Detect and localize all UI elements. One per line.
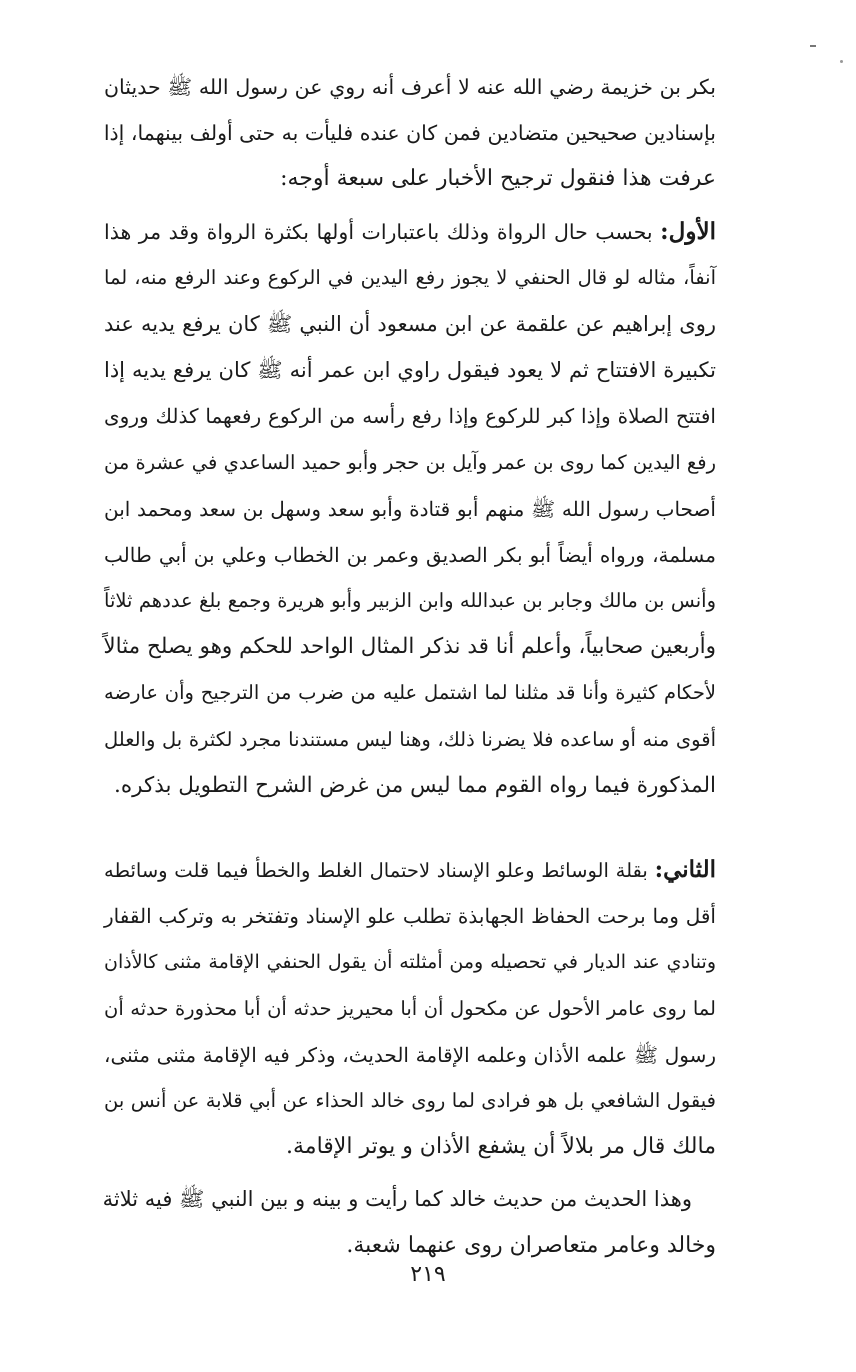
text-line: أصحاب رسول الله ﷺ منهم أبو قتادة وأبو سعد وسهل بن سعد ومحمد ابن — [104, 496, 716, 521]
section-label: الثاني: — [654, 856, 716, 883]
text-line: أقل وما برحت الحفاظ الجهابذة تطلب علو الإسناد وتفتخر به وتركب القفار — [104, 904, 716, 929]
paragraph-second-aspect — [104, 847, 716, 1170]
text-line: افتتح الصلاة وإذا كبر للركوع وإذا رفع رأسه من الركوع رفعهما كذلك وروى — [104, 404, 716, 429]
paragraph-first-aspect — [104, 209, 716, 809]
text-line: رسول ﷺ علمه الأذان وعلمه الإقامة الحديث، وذكر فيه الإقامة مثنى مثنى، — [104, 1042, 716, 1067]
text-line: لما روى عامر الأحول عن مكحول أن أبا محيريز حدثه أن أبا محذورة حدثه أن — [104, 996, 716, 1020]
text-line: عرفت هذا فنقول ترجيح الأخبار على سبعة أوجه: — [280, 166, 716, 192]
page-body — [104, 64, 716, 1269]
text-line: تكبيرة الافتتاح ثم لا يعود فيقول راوي ابن عمر أنه ﷺ كان يرفع يديه إذا — [104, 358, 716, 383]
paragraph-closing — [104, 1176, 716, 1268]
text-line: بإسنادين صحيحين متضادين فمن كان عنده فليأت به حتى أولف بينهما، إذا — [103, 121, 716, 146]
text-line: بكر بن خزيمة رضي الله عنه لا أعرف أنه روي عن رسول الله ﷺ حديثان — [104, 75, 716, 99]
page-number: ٢١٩ — [410, 1262, 446, 1287]
text-line: وخالد وعامر متعاصران روى عنهما شعبة. — [346, 1232, 716, 1258]
section-label: الأول: — [660, 217, 716, 245]
paragraph-continuation — [104, 64, 716, 203]
text-line: وأربعين صحابياً، وأعلم أنا قد نذكر المثال الواحد للحكم وهو يصلح مثالاً — [103, 634, 716, 660]
text-line: وتنادي عند الديار في تحصيله ومن أمثلته أن يقول الحنفي الإقامة مثنى كالأذان — [104, 951, 716, 974]
line-text: بقلة الوسائط وعلو الإسناد لاحتمال الغلط والخطأ فيما قلت وسائطه — [104, 859, 648, 882]
text-line: آنفاً، مثاله لو قال الحنفي لا يجوز رفع اليدين في الركوع وعند الرفع منه، لما — [104, 265, 716, 289]
text-line: رفع اليدين كما روى بن عمر وآيل بن حجر وأبو حميد الساعدي في عشرة من — [104, 450, 716, 474]
text-line: فيقول الشافعي بل هو فرادى لما روى خالد الحذاء عن أبي قلابة عن أنس بن — [104, 1088, 716, 1112]
text-line: وأنس بن مالك وجابر بن عبدالله وابن الزبير وأبو هريرة وجمع بلغ عددهم ثلاثاً — [104, 589, 716, 613]
scan-speck — [840, 60, 843, 63]
text-line: المذكورة فيما رواه القوم مما ليس من غرض الشرح التطويل بذكره. — [114, 772, 716, 798]
text-line — [104, 209, 716, 255]
text-line — [104, 847, 716, 893]
text-line: أقوى منه أو ساعده فلا يضرنا ذلك، وهنا ليس مستندنا مجرد لكثرة بل والعلل — [104, 727, 716, 751]
text-line: لأحكام كثيرة وأنا قد مثلنا لما اشتمل عليه من ضرب من الترجيح وأن عارضه — [104, 681, 716, 705]
text-line: مسلمة، ورواه أيضاً أبو بكر الصديق وعمر بن الخطاب وعلي بن أبي طالب — [104, 542, 716, 567]
text-line: روى إبراهيم عن علقمة عن ابن مسعود أن النبي ﷺ كان يرفع يديه عند — [104, 311, 716, 336]
margin-mark — [810, 45, 816, 47]
text-line: مالك قال مر بلالاً أن يشفع الأذان و يوتر الإقامة. — [286, 1134, 716, 1160]
text-line: وهذا الحديث من حديث خالد كما رأيت و بينه و بين النبي ﷺ فيه ثلاثة — [102, 1187, 692, 1212]
line-text: بحسب حال الرواة وذلك باعتبارات أولها بكثرة الرواة وقد مر هذا — [104, 219, 653, 244]
